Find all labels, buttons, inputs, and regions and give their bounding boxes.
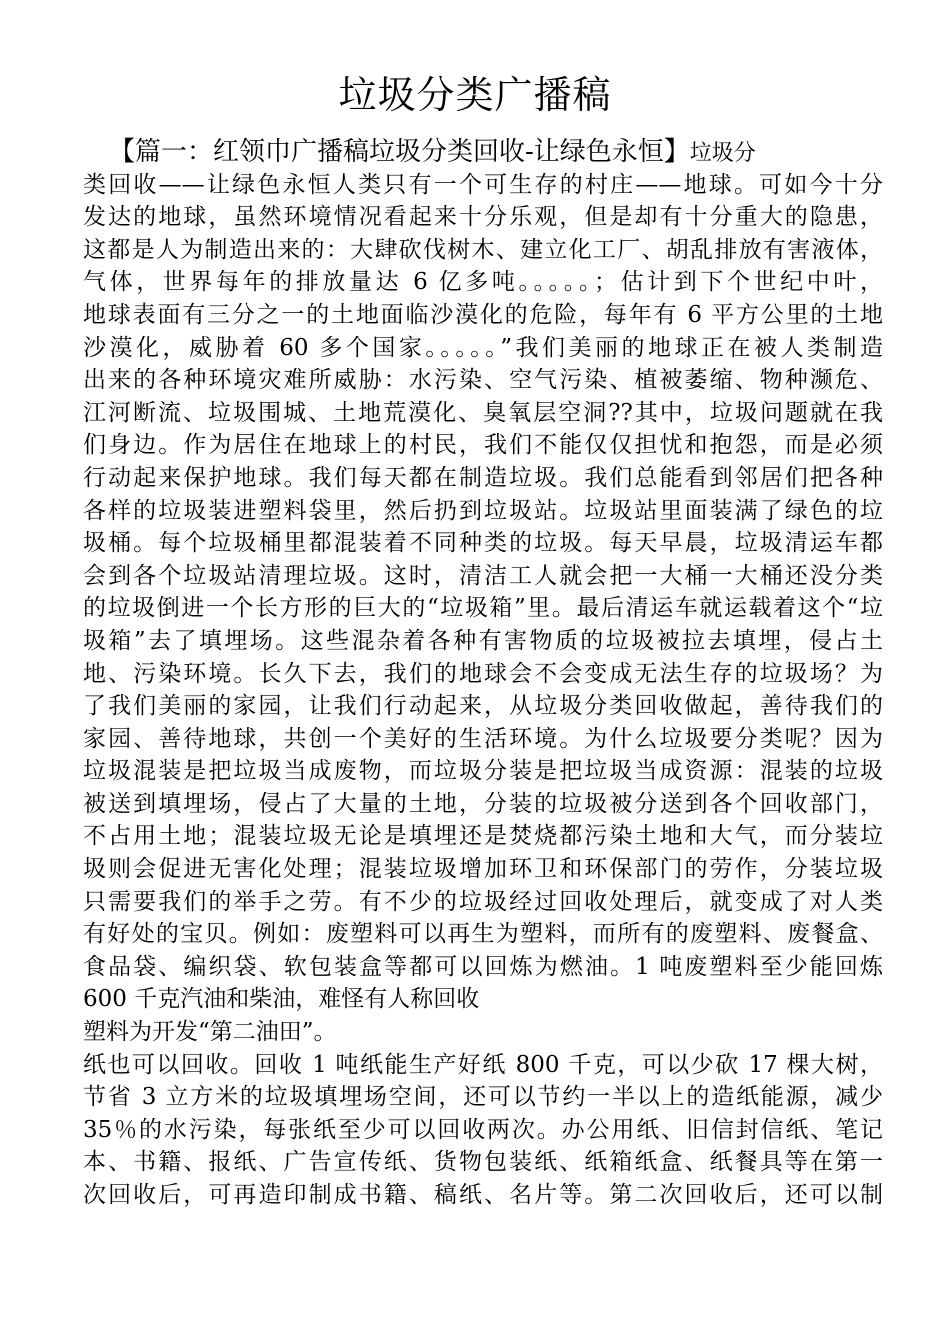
text-line: 行动起来保护地球。我们每天都在制造垃圾。我们总能看到邻居们把各种 <box>83 464 883 491</box>
text-line: 地球表面有三分之一的土地面临沙漠化的危险，每年有 6 平方公里的土地 <box>83 301 883 328</box>
text-line: 们身边。作为居住在地球上的村民，我们不能仅仅担忧和抱怨，而是必须 <box>83 432 883 459</box>
text-line: 次回收后，可再造印制成书籍、稿纸、名片等。第二次回收后，还可以制 <box>83 1182 883 1208</box>
text-line: 江河断流、垃圾围城、土地荒漠化、臭氧层空洞??其中，垃圾问题就在我 <box>83 399 883 426</box>
text-line: 被送到填埋场，侵占了大量的土地，分装的垃圾被分送到各个回收部门， <box>83 790 883 817</box>
text-line: 本、书籍、报纸、广告宣传纸、货物包装纸、纸箱纸盒、纸餐具等在第一 <box>83 1149 883 1176</box>
text-line: 不占用土地；混装垃圾无论是填埋还是焚烧都污染土地和大气，而分装垃 <box>83 823 883 850</box>
text-line: 类回收——让绿色永恒人类只有一个可生存的村庄——地球。可如今十分 <box>83 171 883 198</box>
text-line: 35％的水污染，每张纸至少可以回收两次。办公用纸、旧信封信纸、笔记 <box>83 1116 883 1143</box>
text-line: 圾箱”去了填埋场。这些混杂着各种有害物质的垃圾被拉去填埋，侵占土 <box>83 627 883 654</box>
text-line: 有好处的宝贝。例如：废塑料可以再生为塑料，而所有的废塑料、废餐盒、 <box>83 921 883 948</box>
text-line: 节省 3 立方米的垃圾填埋场空间，还可以节约一半以上的造纸能源，减少 <box>83 1084 883 1111</box>
text-line: 的垃圾倒进一个长方形的巨大的“垃圾箱”里。最后清运车就运载着这个“垃 <box>83 595 883 622</box>
text-line: 垃圾混装是把垃圾当成废物，而垃圾分装是把垃圾当成资源：混装的垃圾 <box>83 758 883 785</box>
section-heading: 【篇一：红领巾广播稿垃圾分类回收-让绿色永恒】 <box>109 137 690 167</box>
document-title: 垃圾分类广播稿 <box>338 73 612 117</box>
text-line: 发达的地球，虽然环境情况看起来十分乐观，但是却有十分重大的隐患， <box>83 204 883 231</box>
text-line: 塑料为开发“第二油田”。 <box>83 1019 337 1046</box>
text-line: 沙漠化，威胁着 60 多个国家。。。。。”我们美丽的地球正在被人类制造 <box>83 334 883 361</box>
text-line: 气体，世界每年的排放量达 6 亿多吨。。。。。；估计到下个世纪中叶， <box>83 269 883 296</box>
heading-tail-text: 垃圾分 <box>689 141 756 166</box>
text-line: 各样的垃圾装进塑料袋里，然后扔到垃圾站。垃圾站里面装满了绿色的垃 <box>83 497 883 524</box>
text-line: 出来的各种环境灾难所威胁：水污染、空气污染、植被萎缩、物种濒危、 <box>83 367 883 394</box>
text-line: 纸也可以回收。回收 1 吨纸能生产好纸 800 千克，可以少砍 17 棵大树， <box>83 1051 883 1078</box>
paragraph-heading-line <box>83 136 883 169</box>
text-line: 圾则会促进无害化处理；混装垃圾增加环卫和环保部门的劳作，分装垃圾 <box>83 856 883 883</box>
text-line: 家园、善待地球，共创一个美好的生活环境。为什么垃圾要分类呢？因为 <box>83 725 883 752</box>
text-line: 这都是人为制造出来的：大肆砍伐树木、建立化工厂、胡乱排放有害液体， <box>83 236 883 263</box>
text-line: 了我们美丽的家园，让我们行动起来，从垃圾分类回收做起，善待我们的 <box>83 693 883 720</box>
text-line: 会到各个垃圾站清理垃圾。这时，清洁工人就会把一大桶一大桶还没分类 <box>83 562 883 589</box>
text-line: 600 千克汽油和柴油，难怪有人称回收 <box>83 986 480 1013</box>
document-body <box>83 136 883 1212</box>
text-line: 圾桶。每个垃圾桶里都混装着不同种类的垃圾。每天早晨，垃圾清运车都 <box>83 530 883 557</box>
text-line: 地、污染环境。长久下去，我们的地球会不会变成无法生存的垃圾场？为 <box>83 660 883 687</box>
text-line: 只需要我们的举手之劳。有不少的垃圾经过回收处理后，就变成了对人类 <box>83 888 883 915</box>
text-line: 食品袋、编织袋、软包装盒等都可以回炼为燃油。1 吨废塑料至少能回炼 <box>83 953 883 980</box>
